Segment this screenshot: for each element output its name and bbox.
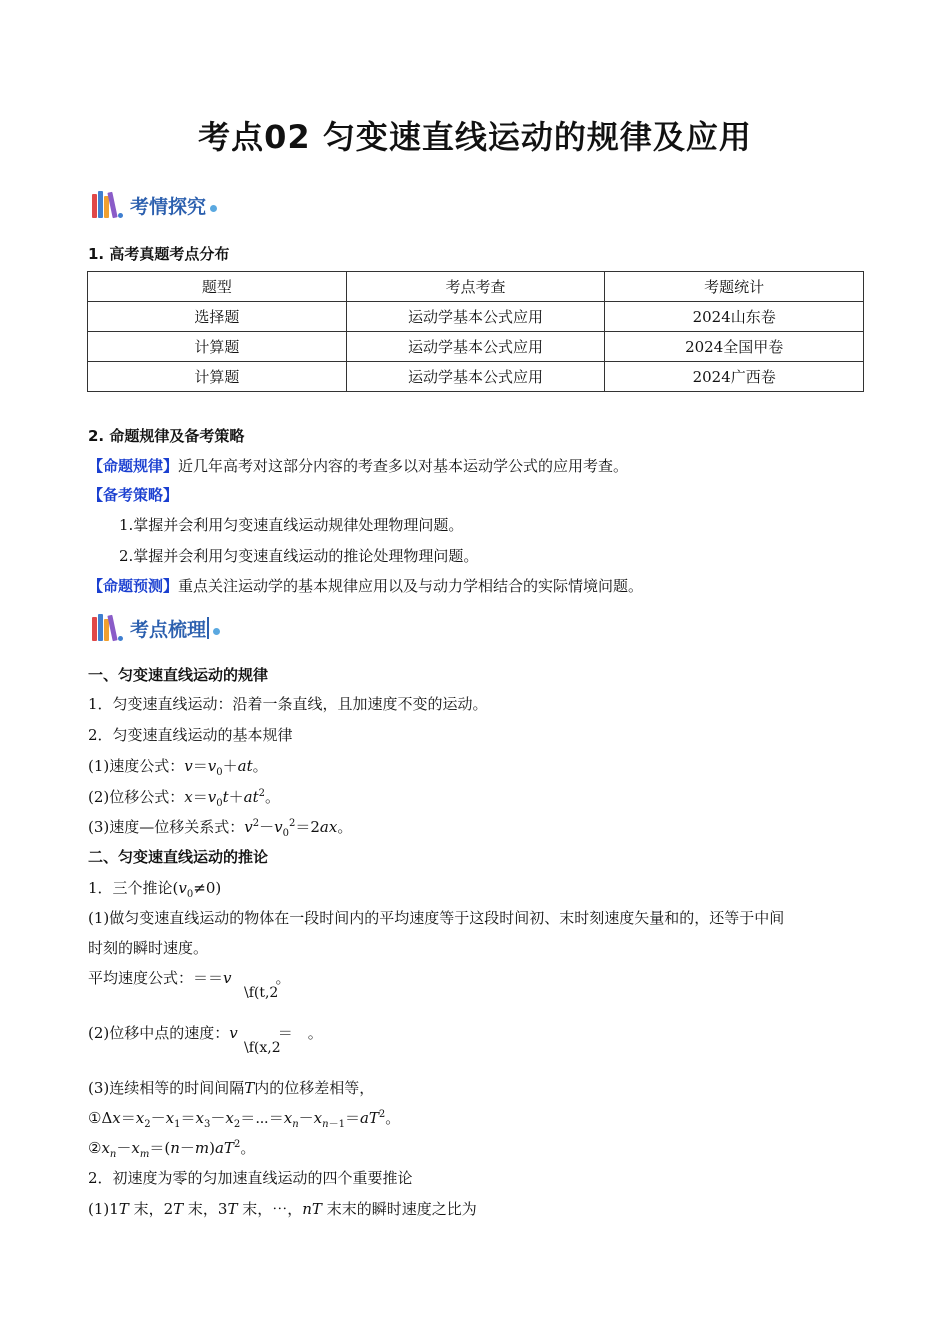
books-icon [90,190,124,220]
velocity-formula: (1)速度公式：$v=v_0+at$。 [88,757,268,778]
table-row [88,332,864,362]
strategy-item: 1.掌握并会利用匀变速直线运动规律处理物理问题。 [119,516,464,534]
page-title: 考点02 匀变速直线运动的规律及应用 [198,118,752,156]
part-heading: 一、匀变速直线运动的规律 [88,666,269,684]
dot-icon [210,205,217,212]
text-line: 1．三个推论$(v_0\ne 0)$ [88,879,222,900]
table-row [88,362,864,392]
text-line: 2．匀变速直线运动的基本规律 [88,726,293,744]
rule-tag: 【命题规律】 [88,457,179,475]
section-heading: 2. 命题规律及备考策略 [88,427,245,445]
difference-formula-1: $①\Delta x=x_2-x_1=x_3-x_2=\cdots=x_n-x_{n-1}=aT^2$。 [88,1109,401,1130]
part-heading: 二、匀变速直线运动的推论 [88,848,269,866]
text-line: 1．匀变速直线运动：沿着一条直线，且加速度不变的运动。 [88,695,488,713]
dot-icon [213,628,220,635]
text-line: 2．初速度为零的匀加速直线运动的四个重要推论 [88,1169,413,1187]
table-cell: 计算题 [88,332,347,362]
fraction-code: \f(t,2 [244,985,279,1001]
table-cell: 选择题 [88,302,347,332]
forecast-line [88,575,643,596]
midpoint-velocity-formula: (2)位移中点的速度：v ＝ 。 [88,1024,323,1042]
velocity-displacement-formula: (3)速度—位移关系式：$v^2-v_0^2=2ax$。 [88,818,353,839]
table-header-cell: 题型 [88,272,347,302]
rule-text: 近几年高考对这部分内容的考查多以对基本运动学公式的应用考查。 [178,457,629,475]
table-header-row [88,272,864,302]
table-cell: 计算题 [88,362,347,392]
text-cursor [207,617,209,639]
average-velocity-formula: 平均速度公式：＝＝v 。 [88,969,291,987]
table-cell: 2024全国甲卷 [605,332,864,362]
banner-label: 考点梳理 [130,618,207,641]
forecast-text: 重点关注运动学的基本规律应用以及与动力学相结合的实际情境问题。 [178,577,644,595]
strategy-tag: 【备考策略】 [88,486,179,504]
exam-distribution-table [87,271,864,392]
exam-analysis-banner [90,189,217,221]
strategy-line [88,484,178,505]
table-cell: 运动学基本公式应用 [346,362,605,392]
table-row [88,302,864,332]
difference-formula-2: $②x_n-x_m=(n-m)aT^2$。 [88,1139,256,1160]
strategy-item: 2.掌握并会利用匀变速直线运动的推论处理物理问题。 [119,547,479,565]
displacement-formula: (2)位移公式：$x=v_0t+at^2$。 [88,788,281,809]
text-line: (3)连续相等的时间间隔T内的位移差相等， [88,1079,375,1097]
table-cell: 2024广西卷 [605,362,864,392]
text-line: (1)做匀变速直线运动的物体在一段时间内的平均速度等于这段时间初、末时刻速度矢量和的，还等于中间 [88,909,785,927]
table-cell: 运动学基本公式应用 [346,302,605,332]
table-header-cell: 考点考查 [346,272,605,302]
knowledge-banner [90,612,220,644]
rule-line [88,455,628,476]
table-header-cell: 考题统计 [605,272,864,302]
books-icon [90,613,124,643]
text-line: (1)1T 末，2T 末，3T 末，⋯，nT 末末的瞬时速度之比为 [88,1200,477,1218]
forecast-tag: 【命题预测】 [88,577,179,595]
fraction-code: \f(x,2 [244,1040,281,1056]
text-line: 时刻的瞬时速度。 [88,939,209,957]
table-cell: 运动学基本公式应用 [346,332,605,362]
table-cell: 2024山东卷 [605,302,864,332]
banner-label: 考情探究 [130,195,207,218]
section-heading: 1. 高考真题考点分布 [88,245,230,263]
